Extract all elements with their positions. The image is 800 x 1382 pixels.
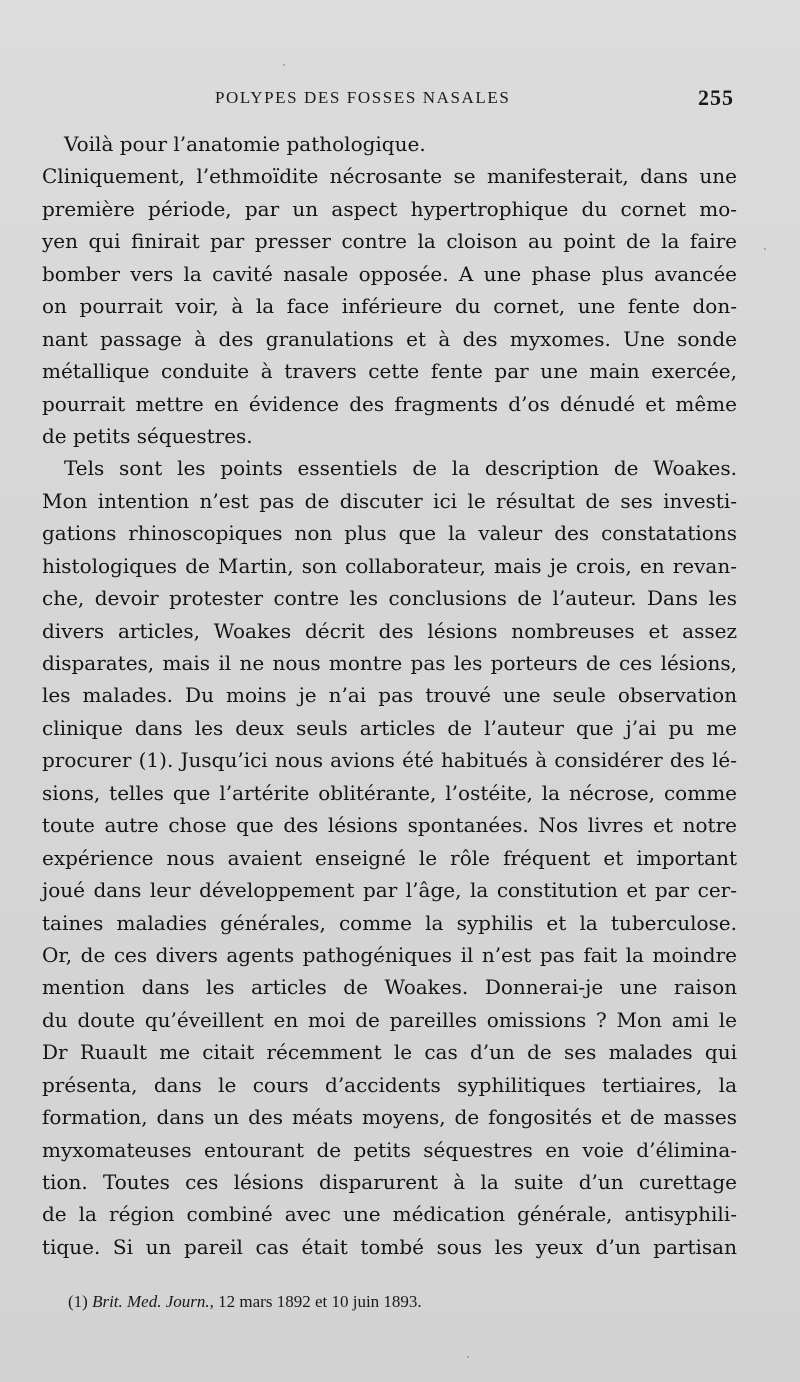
text-line: gations rhinoscopiques non plus que la valeur des constatations — [42, 521, 737, 546]
footnote-journal: Brit. Med. Journ. — [92, 1292, 210, 1311]
text-line: myxomateuses entourant de petits séquestres en voie d’élimina- — [42, 1137, 737, 1162]
text-line: Dr Ruault me citait récemment le cas d’un de ses malades qui — [42, 1040, 737, 1065]
footnote — [68, 1292, 422, 1312]
text-line: tique. Si un pareil cas était tombé sous les yeux d’un partisan — [42, 1234, 737, 1259]
text-line: toute autre chose que des lésions spontanées. Nos livres et notre — [42, 813, 737, 838]
text-line: du doute qu’éveillent en moi de pareilles omissions ? Mon ami le — [42, 1007, 737, 1032]
paper-speck — [764, 248, 766, 250]
text-line: nant passage à des granulations et à des myxomes. Une sonde — [42, 326, 737, 351]
text-line: Tels sont les points essentiels de la description de Woakes. — [64, 456, 737, 481]
text-line: Voilà pour l’anatomie pathologique. — [64, 132, 426, 156]
text-line: de petits séquestres. — [42, 423, 253, 448]
text-line: on pourrait voir, à la face inférieure du cornet, une fente don- — [42, 294, 737, 319]
paper-speck — [283, 64, 285, 66]
text-line: taines maladies générales, comme la syphilis et la tuberculose. — [42, 910, 737, 935]
text-line: bomber vers la cavité nasale opposée. A une phase plus avancée — [42, 261, 737, 286]
text-line: Mon intention n’est pas de discuter ici le résultat de ses investi- — [42, 488, 737, 513]
text-line: Or, de ces divers agents pathogéniques il n’est pas fait la moindre — [42, 942, 737, 967]
text-line: divers articles, Woakes décrit des lésions nombreuses et assez — [42, 618, 737, 643]
text-line: disparates, mais il ne nous montre pas les porteurs de ces lésions, — [42, 651, 737, 675]
footnote-marker: (1) — [68, 1292, 88, 1311]
text-line: joué dans leur développement par l’âge, la constitution et par cer- — [42, 878, 737, 903]
text-line: sions, telles que l’artérite oblitérante, l’ostéite, la nécrose, comme — [42, 780, 737, 805]
text-line: mention dans les articles de Woakes. Donnerai-je une raison — [42, 975, 737, 1000]
running-head — [0, 85, 800, 116]
text-line: métallique conduite à travers cette fente par une main exercée, — [42, 359, 737, 384]
page-number: 255 — [698, 85, 734, 110]
text-line: pourrait mettre en évidence des fragments d’os dénudé et même — [42, 391, 737, 416]
text-line: les malades. Du moins je n’ai pas trouvé une seule observation — [42, 683, 737, 708]
paper-speck — [467, 1356, 469, 1358]
text-line: de la région combiné avec une médication générale, antisyphili- — [42, 1202, 737, 1227]
text-line: che, devoir protester contre les conclusions de l’auteur. Dans les — [42, 586, 737, 611]
footnote-dates: , 12 mars 1892 et 10 juin 1893. — [209, 1292, 422, 1311]
text-line: expérience nous avaient enseigné le rôle fréquent et important — [42, 845, 737, 870]
text-line: yen qui finirait par presser contre la cloison au point de la faire — [42, 229, 737, 254]
text-line: Cliniquement, l’ethmoïdite nécrosante se manifesterait, dans une — [42, 164, 737, 189]
text-line: formation, dans un des méats moyens, de fongosités et de masses — [42, 1105, 737, 1130]
text-line: histologiques de Martin, son collaborateur, mais je crois, en revan- — [42, 553, 737, 578]
text-line: clinique dans les deux seuls articles de l’auteur que j’ai pu me — [42, 715, 737, 740]
running-title: POLYPES DES FOSSES NASALES — [215, 88, 511, 107]
text-line: procurer (1). Jusqu’ici nous avions été habitués à considérer des lé- — [42, 748, 737, 773]
text-line: première période, par un aspect hypertrophique du cornet mo- — [42, 196, 737, 221]
body-text — [42, 128, 737, 1263]
text-line: tion. Toutes ces lésions disparurent à la suite d’un curettage — [42, 1170, 737, 1194]
text-line: présenta, dans le cours d’accidents syphilitiques tertiaires, la — [42, 1072, 737, 1097]
